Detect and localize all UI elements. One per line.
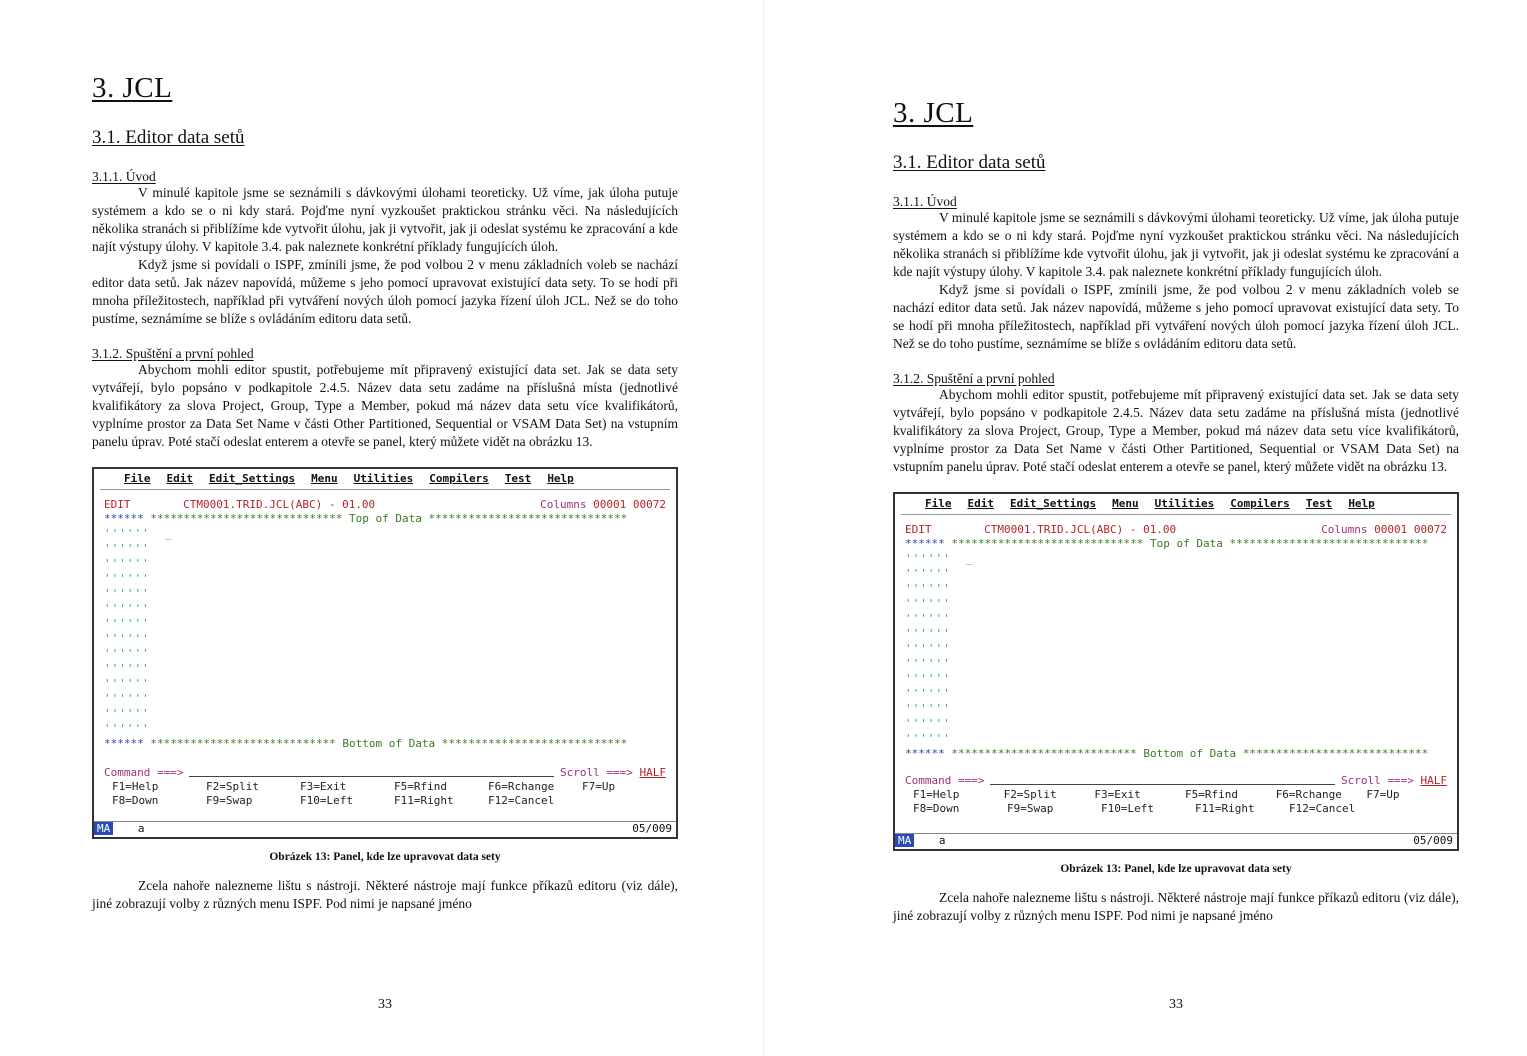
pf-key: F8=Down <box>112 794 159 807</box>
edit-label: EDIT <box>104 498 131 511</box>
empty-line: '''''' <box>905 657 951 670</box>
columns-value: 00001 00072 <box>593 498 666 511</box>
figure-caption: Obrázek 13: Panel, kde lze upravovat data sety <box>269 851 501 863</box>
status-cursor-pos: 05/009 <box>1413 834 1453 847</box>
top-marker: ****** <box>905 537 945 550</box>
pf-keys-row-2 <box>895 802 1457 816</box>
scroll-value: HALF <box>639 766 666 779</box>
scroll-label: Scroll ===> <box>560 766 633 779</box>
ispf-menu-bar <box>100 469 670 490</box>
dataset-name: CTM0001.TRID.JCL(ABC) - 01.00 <box>984 523 1177 536</box>
page-number: 33 <box>1169 997 1183 1012</box>
subsection-title-spusteni: 3.1.2. Spuštění a první pohled <box>893 371 1055 386</box>
subsection-title-uvod: 3.1.1. Úvod <box>92 169 156 184</box>
menu-utilities: Utilities <box>1154 497 1215 510</box>
top-of-data-text: ***************************** Top of Data ****************************** <box>951 537 1429 550</box>
menu-compilers: Compilers <box>429 472 489 485</box>
pf-key: F10=Left <box>300 794 353 807</box>
status-a: a <box>137 822 145 835</box>
pf-keys-row-1 <box>895 788 1457 802</box>
menu-help: Help <box>1348 497 1375 510</box>
menu-edit-settings: Edit_Settings <box>209 472 296 485</box>
paragraph-2: Když jsme si povídali o ISPF, zmínili jsme, že pod volbou 2 v menu základních voleb se nachází editor data setů. Jak název napovídá, můžeme s jeho pomocí upravovat existující data sety. To se hodí při mnoha příležitostech, například při vytváření nových úloh pomocí jazyka řízení úloh JCL. Než se do toho pustíme, seznámíme se blíže s ovládáním editoru data setů. <box>92 257 678 326</box>
empty-line: '''''' <box>905 687 951 700</box>
right-page <box>764 0 1527 1056</box>
bottom-of-data-line <box>94 737 676 752</box>
paragraph-3: Abychom mohli editor spustit, potřebujeme mít připravený existující data set. Jak se data sety vytvářejí, bylo popsáno v podkapitole 2.4.5. Název data setu zadáme na příslušná místa (jednotlivé kvalifikátory za slova Project, Group, Type a Member, pokud má název data setu více kvalifikátorů, vyplníme prostor za Data Set Name v části Other Partitioned, Sequential or VSAM Data Set) na vstupním panelu úprav. Poté stačí odeslat enterem a otevře se panel, který můžete vidět na obrázku 13. <box>893 387 1459 474</box>
top-of-data-line <box>94 512 676 527</box>
pf-key: F12=Cancel <box>488 794 555 807</box>
pf-key: F2=Split <box>1003 788 1057 801</box>
empty-line: '''''' <box>905 612 951 625</box>
top-of-data-line <box>895 537 1457 552</box>
bottom-of-data-line <box>895 747 1457 762</box>
paragraph-4: Zcela nahoře nalezneme lištu s nástroji. Některé nástroje mají funkce příkazů editoru (viz dále), jiné zobrazují volby z různých menu ISPF. Pod nimi je napsané jméno <box>92 878 678 911</box>
empty-line: '''''' <box>104 647 150 660</box>
status-session: MA <box>895 834 914 847</box>
empty-line: '''''' <box>104 557 150 570</box>
empty-line: '''''' <box>104 587 150 600</box>
menu-file: File <box>925 497 952 510</box>
empty-line: '''''' <box>104 662 150 675</box>
menu-file: File <box>124 472 151 485</box>
pf-key: F3=Exit <box>1094 788 1141 801</box>
top-marker: ****** <box>104 512 144 525</box>
terminal-status-bar <box>895 833 1457 849</box>
pf-key: F12=Cancel <box>1289 802 1356 815</box>
empty-line: '''''' <box>104 572 150 585</box>
ispf-editor-screenshot <box>92 467 678 839</box>
menu-test: Test <box>504 472 532 485</box>
paragraph-3: Abychom mohli editor spustit, potřebujeme mít připravený existující data set. Jak se data sety vytvářejí, bylo popsáno v podkapitole 2.4.5. Název data setu zadáme na příslušná místa (jednotlivé kvalifikátory za slova Project, Group, Type a Member, pokud má název data setu více kvalifikátorů, vyplníme prostor za Data Set Name v části Other Partitioned, Sequential or VSAM Data Set) na vstupním panelu úprav. Poté stačí odeslat enterem a otevře se panel, který můžete vidět na obrázku 13. <box>92 362 678 449</box>
columns-label: Columns <box>1321 523 1368 536</box>
editor-header <box>895 515 1457 537</box>
pf-key: F7=Up <box>582 780 616 793</box>
pf-key: F5=Rfind <box>1185 788 1238 801</box>
status-session: MA <box>94 822 113 835</box>
menu-help: Help <box>547 472 574 485</box>
pf-key: F9=Swap <box>1007 802 1054 815</box>
command-line <box>94 766 676 780</box>
section-title: 3.1. Editor data setů <box>893 152 1046 173</box>
bottom-marker: ****** <box>104 737 144 750</box>
figure-caption: Obrázek 13: Panel, kde lze upravovat data sety <box>1060 863 1292 875</box>
menu-test: Test <box>1305 497 1333 510</box>
chapter-title: 3. JCL <box>893 97 974 129</box>
menu-edit-settings: Edit_Settings <box>1010 497 1097 510</box>
left-page-content <box>92 72 678 913</box>
edit-label: EDIT <box>905 523 932 536</box>
dataset-name: CTM0001.TRID.JCL(ABC) - 01.00 <box>183 498 376 511</box>
pf-key: F1=Help <box>913 788 960 801</box>
empty-line: '''''' <box>104 707 150 720</box>
pf-key: F7=Up <box>1366 788 1400 801</box>
left-page <box>0 0 763 1056</box>
paragraph-2: Když jsme si povídali o ISPF, zmínili jsme, že pod volbou 2 v menu základních voleb se nachází editor data setů. Jak název napovídá, můžeme s jeho pomocí upravovat existující data sety. To se hodí při mnoha příležitostech, například při vytváření nových úloh pomocí jazyka řízení úloh JCL. Než se do toho pustíme, seznámíme se blíže s ovládáním editoru data setů. <box>893 282 1459 351</box>
empty-line: '''''' <box>905 567 951 580</box>
subsection-title-uvod: 3.1.1. Úvod <box>893 194 957 209</box>
empty-line: '''''' <box>104 632 150 645</box>
command-label: Command ===> <box>905 774 985 787</box>
pf-key: F9=Swap <box>206 794 253 807</box>
command-label: Command ===> <box>104 766 184 779</box>
right-page-content <box>893 97 1459 925</box>
empty-line: '''''' <box>905 732 951 745</box>
ispf-menu-bar <box>901 494 1451 515</box>
empty-line: '''''' <box>104 692 150 705</box>
page-number: 33 <box>378 997 392 1012</box>
menu-menu: Menu <box>1112 497 1139 510</box>
pf-key: F11=Right <box>394 794 454 807</box>
empty-line: '''''' <box>104 617 150 630</box>
pf-key: F3=Exit <box>300 780 347 793</box>
status-cursor-pos: 05/009 <box>632 822 672 835</box>
paragraph-4: Zcela nahoře nalezneme lištu s nástroji. Některé nástroje mají funkce příkazů editoru (viz dále), jiné zobrazují volby z různých menu ISPF. Pod nimi je napsané jméno <box>893 890 1459 923</box>
bottom-of-data-text: **************************** Bottom of Data **************************** <box>951 747 1429 760</box>
scroll-value: HALF <box>1420 774 1447 787</box>
pf-key: F10=Left <box>1101 802 1154 815</box>
pf-key: F5=Rfind <box>394 780 447 793</box>
paragraph-1: V minulé kapitole jsme se seznámili s dávkovými úlohami teoreticky. Už víme, jak úloha putuje systémem a kdo se o ni kdy stará. Pojďme nyní vyzkoušet praktickou stránku věci. Na následujících několika stranách si přiblížíme kde vytvořit úlohu, jak ji vytvořit, jak ji odeslat systému ke zpracování a kde najít výstupy úlohy. V kapitole 3.4. pak naleznete konkrétní příklady fungujících úloh. <box>893 210 1459 279</box>
empty-line: '''''' <box>905 597 951 610</box>
pf-key: F1=Help <box>112 780 159 793</box>
terminal-status-bar <box>94 821 676 837</box>
empty-line: '''''' <box>905 627 951 640</box>
pf-key: F6=Rchange <box>1275 788 1342 801</box>
empty-line: '''''' <box>905 702 951 715</box>
empty-line: '''''' <box>905 672 951 685</box>
bottom-marker: ****** <box>905 747 945 760</box>
empty-line: '''''' <box>104 602 150 615</box>
pf-key: F6=Rchange <box>488 780 555 793</box>
ispf-editor-screenshot <box>893 492 1459 851</box>
subsection-title-spusteni: 3.1.2. Spuštění a první pohled <box>92 346 254 361</box>
pf-key: F8=Down <box>913 802 960 815</box>
cursor-line: '''''' _ <box>905 552 974 565</box>
menu-compilers: Compilers <box>1230 497 1290 510</box>
pf-key: F11=Right <box>1195 802 1255 815</box>
empty-line: '''''' <box>905 642 951 655</box>
empty-line: '''''' <box>905 582 951 595</box>
empty-line: '''''' <box>104 722 150 735</box>
empty-line: '''''' <box>104 677 150 690</box>
columns-value: 00001 00072 <box>1374 523 1447 536</box>
menu-menu: Menu <box>311 472 338 485</box>
pf-key: F2=Split <box>206 780 259 793</box>
menu-edit: Edit <box>967 497 994 510</box>
menu-edit: Edit <box>166 472 193 485</box>
bottom-of-data-text: **************************** Bottom of Data **************************** <box>150 737 628 750</box>
chapter-title: 3. JCL <box>92 72 173 104</box>
empty-line: '''''' <box>104 542 150 555</box>
paragraph-1: V minulé kapitole jsme se seznámili s dávkovými úlohami teoreticky. Už víme, jak úloha putuje systémem a kdo se o ni kdy stará. Pojďme nyní vyzkoušet praktickou stránku věci. Na následujících několika stranách si přiblížíme kde vytvořit úlohu, jak ji vytvořit, jak ji odeslat systému ke zpracování a kde najít výstupy úlohy. V kapitole 3.4. pak naleznete konkrétní příklady fungujících úloh. <box>92 185 678 254</box>
editor-header <box>94 490 676 512</box>
top-of-data-text: ***************************** Top of Data ****************************** <box>150 512 628 525</box>
cursor-line: '''''' _ <box>104 527 173 540</box>
status-a: a <box>938 834 946 847</box>
menu-utilities: Utilities <box>353 472 414 485</box>
empty-line: '''''' <box>905 717 951 730</box>
section-title: 3.1. Editor data setů <box>92 127 245 148</box>
command-line <box>895 774 1457 788</box>
pf-keys-row-1 <box>94 780 676 794</box>
columns-label: Columns <box>540 498 587 511</box>
scroll-label: Scroll ===> <box>1341 774 1414 787</box>
pf-keys-row-2 <box>94 794 676 808</box>
